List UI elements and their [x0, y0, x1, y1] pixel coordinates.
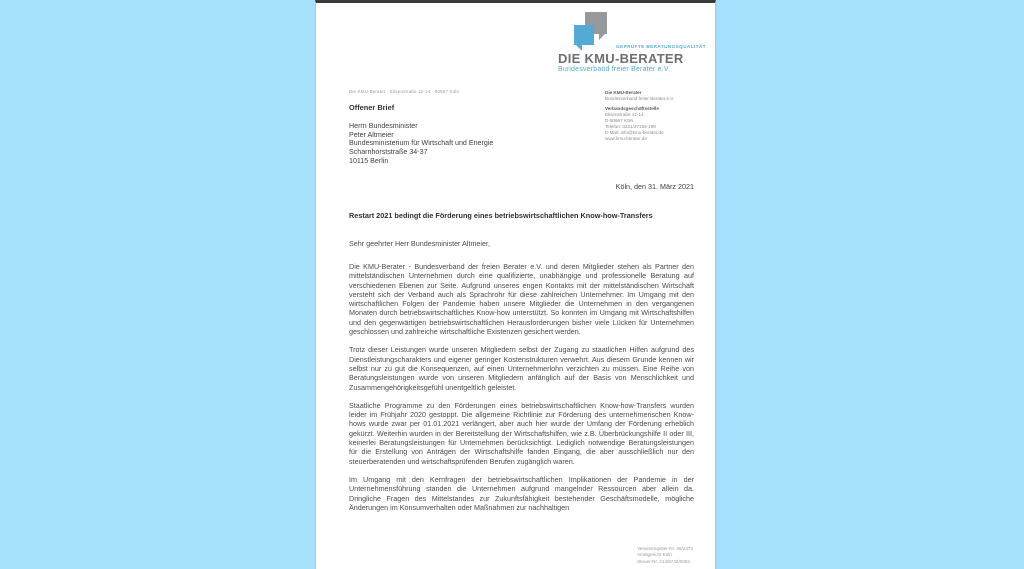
letter-page [315, 0, 716, 569]
contact-website: www.kmu-berater.de [605, 136, 647, 141]
logo-name: DIE KMU-BERATER [558, 51, 684, 66]
sender-return-address: Die KMU-Berater · Elisenstraße 12-14 · 50667 Köln [349, 89, 460, 94]
paragraph: Im Umgang mit den Kernfragen der betriebswirtschaftlichen Implikationen der Pandemie in der Unternehmensführung standen die Unternehmen aufgrund mangelnder Ressourcen aber allein da. Dringliche Fragen des Mittelstandes zur Zukunftsfähigkeit bestehender Geschäftsmodelle, mögliche Änderungen im Konsumverhalten oder Maßnahmen zur nachhaltigen [349, 474, 694, 512]
doc-type-label: Offener Brief [349, 103, 395, 112]
recipient-block [349, 103, 579, 166]
contact-block [605, 90, 709, 142]
contact-address-street: Elisenstraße 12-14 [605, 112, 644, 117]
subject-line: Restart 2021 bedingt die Förderung eines betriebswirtschaftlichen Know-how-Transfers [349, 211, 653, 220]
contact-org-sub: Bundesverband freier Berater e.V. [605, 96, 675, 101]
speech-bubble-blue-icon [574, 25, 594, 45]
paragraph: Die KMU-Berater - Bundesverband der freien Berater e.V. und deren Mitglieder stehen als Partner den mittelständischen Unternehmen durch eine qualifizierte, unabhängige und professionelle Beratung auf verschiedenen Ebenen zur Seite. Aufgrund unseres engen Kontakts mit der mittelständischen Wirtschaft versteht sich der Verband auch als Sprachrohr für diese zahlreichen Unternehmer. Im Umgang mit den wirtschaftlichen Folgen der Pandemie haben unsere Mitglieder die Unternehmen in den vergangenen Monaten durch betriebswirtschaftliches Know-how unterstützt. So konnten im Umgang mit Wirtschaftshilfen und den gegenwärtigen betriebswirtschaftlichen Herausforderungen bisher viele Lücken für Unternehmen geschlossen und zahlreiche wirtschaftliche Existenzen gesichert werden. [349, 262, 694, 337]
logo-mark [570, 12, 618, 50]
paragraph: Staatliche Programme zu den Förderungen eines betriebswirtschaftlichen Know-how-Transfers wurden leider im Frühjahr 2020 gestoppt. Die allgemeine Richtlinie zur Förderung des unternehmerischen Know-hows wurde zwar per 01.01.2021 verlängert, aber auch hier wurde der Umfang der Förderung erheblich gekürzt. Weiterhin wurden in der Bereitstellung der Wirtschaftshilfen, wie z.B. Überbrückungshilfe II oder III, keinerlei Beratungsleistungen für Unternehmen berücksichtigt. Lediglich notwendige Beratungsleistungen für die Erstellung von Anträgen der Wirtschaftshilfe fanden Eingang, die aber ausschließlich nur den steuerberatenden und wirtschaftsprüfenden Berufen zugänglich waren. [349, 400, 694, 466]
footer-registry-block [637, 546, 693, 565]
recipient-line: Bundesministerium für Wirtschaft und Energie [349, 139, 494, 148]
date-line: Köln, den 31. März 2021 [615, 182, 694, 191]
salutation: Sehr geehrter Herr Bundesminister Altmeier, [349, 239, 491, 248]
contact-office-label: Verbandsgeschäftsstelle [605, 106, 659, 111]
recipient-line: Herrn Bundesminister [349, 122, 418, 130]
logo-top [558, 12, 706, 50]
recipient-line: 10115 Berlin [349, 156, 389, 165]
paragraph: Trotz dieser Leistungen wurde unseren Mitgliedern selbst der Zugang zu staatlichen Hilfen aufgrund des Dienstleistungscharakters und eigener geringer Kostenstrukturen verwehrt. Aus diesem Grunde kennen wir selbst nur zu gut die Konsequenzen, auf einen Unternehmerlohn verzichten zu müssen. Eine Reihe von Beratungsleistungen wurde von unseren Mitgliedern anfänglich auf der Basis von Menschlichkeit und Zusammengehörigkeitsgefühl unentgeltlich geleistet. [349, 345, 694, 392]
contact-phone: Telefon: 0221/27156-199 [605, 124, 656, 129]
footer-line: Vereinsregister-Nr. 45/2372 [637, 546, 693, 551]
logo-tagline: GEPRÜFTE BERATUNGSQUALITÄT [616, 44, 706, 49]
footer-line: Steuer-Nr. 214/5742/0382 [637, 558, 690, 564]
recipient-line: Peter Altmeier [349, 130, 394, 139]
letter-body [349, 262, 694, 521]
contact-address-city: D-50667 Köln [605, 118, 634, 123]
logo [558, 12, 706, 73]
contact-email: E-Mail: info@kmu-berater.de [605, 130, 664, 135]
contact-org-name: Die KMU-Berater [605, 90, 642, 95]
logo-subtitle: Bundesverband freier Berater e.V. [558, 66, 671, 73]
footer-line: Amtsgericht Köln [637, 552, 672, 558]
recipient-line: Scharnhorststraße 34-37 [349, 148, 428, 157]
